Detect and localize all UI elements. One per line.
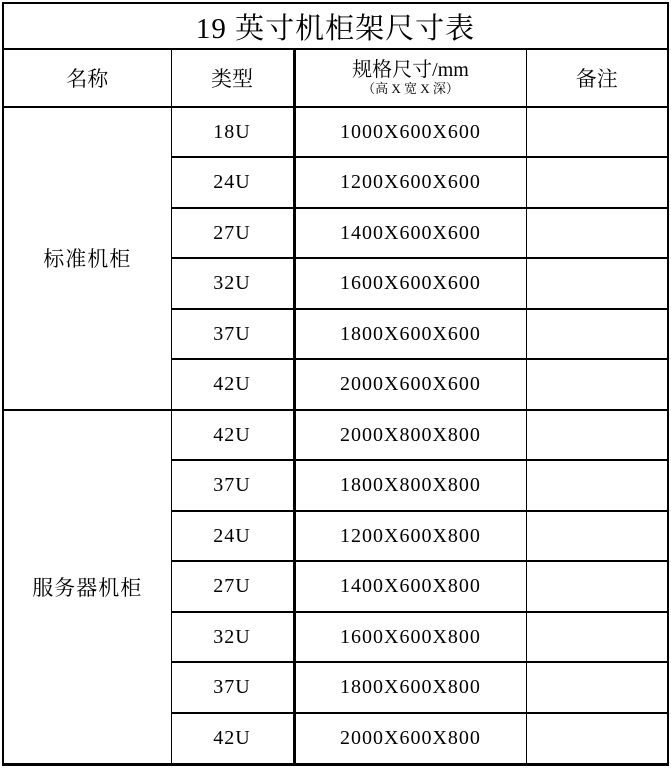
type-cell: 27U	[171, 561, 294, 611]
note-cell	[526, 157, 668, 207]
column-header-notes: 备注	[526, 49, 668, 107]
note-cell	[526, 410, 668, 460]
spec-cell: 1400X600X600	[294, 208, 526, 258]
note-cell	[526, 561, 668, 611]
note-cell	[526, 107, 668, 157]
spec-cell: 1800X800X800	[294, 460, 526, 510]
type-cell: 37U	[171, 460, 294, 510]
note-cell	[526, 258, 668, 308]
spec-cell: 1000X600X600	[294, 107, 526, 157]
spec-cell: 1200X600X600	[294, 157, 526, 207]
spec-cell: 2000X600X800	[294, 713, 526, 765]
note-cell	[526, 359, 668, 409]
type-cell: 42U	[171, 410, 294, 460]
note-cell	[526, 511, 668, 561]
note-cell	[526, 208, 668, 258]
type-cell: 37U	[171, 662, 294, 712]
group-name-standard: 标准机柜	[3, 107, 171, 410]
cabinet-size-table	[2, 2, 669, 766]
table-row	[3, 410, 668, 460]
column-header-spec-sub: （高 X 宽 X 深）	[362, 81, 459, 97]
table-title-row	[3, 3, 668, 49]
column-header-type: 类型	[171, 49, 294, 107]
table-header-row	[3, 49, 668, 107]
group-name-server: 服务器机柜	[3, 410, 171, 765]
note-cell	[526, 309, 668, 359]
spec-cell: 1800X600X800	[294, 662, 526, 712]
note-cell	[526, 460, 668, 510]
spec-cell: 2000X800X800	[294, 410, 526, 460]
type-cell: 24U	[171, 511, 294, 561]
spec-cell: 1800X600X600	[294, 309, 526, 359]
note-cell	[526, 612, 668, 662]
column-header-name: 名称	[3, 49, 171, 107]
column-header-spec-main: 规格尺寸/mm	[352, 59, 469, 82]
type-cell: 37U	[171, 309, 294, 359]
spec-cell: 1600X600X600	[294, 258, 526, 308]
spec-cell: 1200X600X800	[294, 511, 526, 561]
spec-cell: 1400X600X800	[294, 561, 526, 611]
type-cell: 32U	[171, 612, 294, 662]
type-cell: 27U	[171, 208, 294, 258]
spec-cell: 2000X600X600	[294, 359, 526, 409]
note-cell	[526, 713, 668, 765]
type-cell: 42U	[171, 359, 294, 409]
type-cell: 24U	[171, 157, 294, 207]
column-header-spec	[294, 49, 526, 107]
type-cell: 32U	[171, 258, 294, 308]
spec-cell: 1600X600X800	[294, 612, 526, 662]
table-row	[3, 107, 668, 157]
type-cell: 42U	[171, 713, 294, 765]
note-cell	[526, 662, 668, 712]
table-title: 19 英寸机柜架尺寸表	[3, 3, 668, 49]
type-cell: 18U	[171, 107, 294, 157]
